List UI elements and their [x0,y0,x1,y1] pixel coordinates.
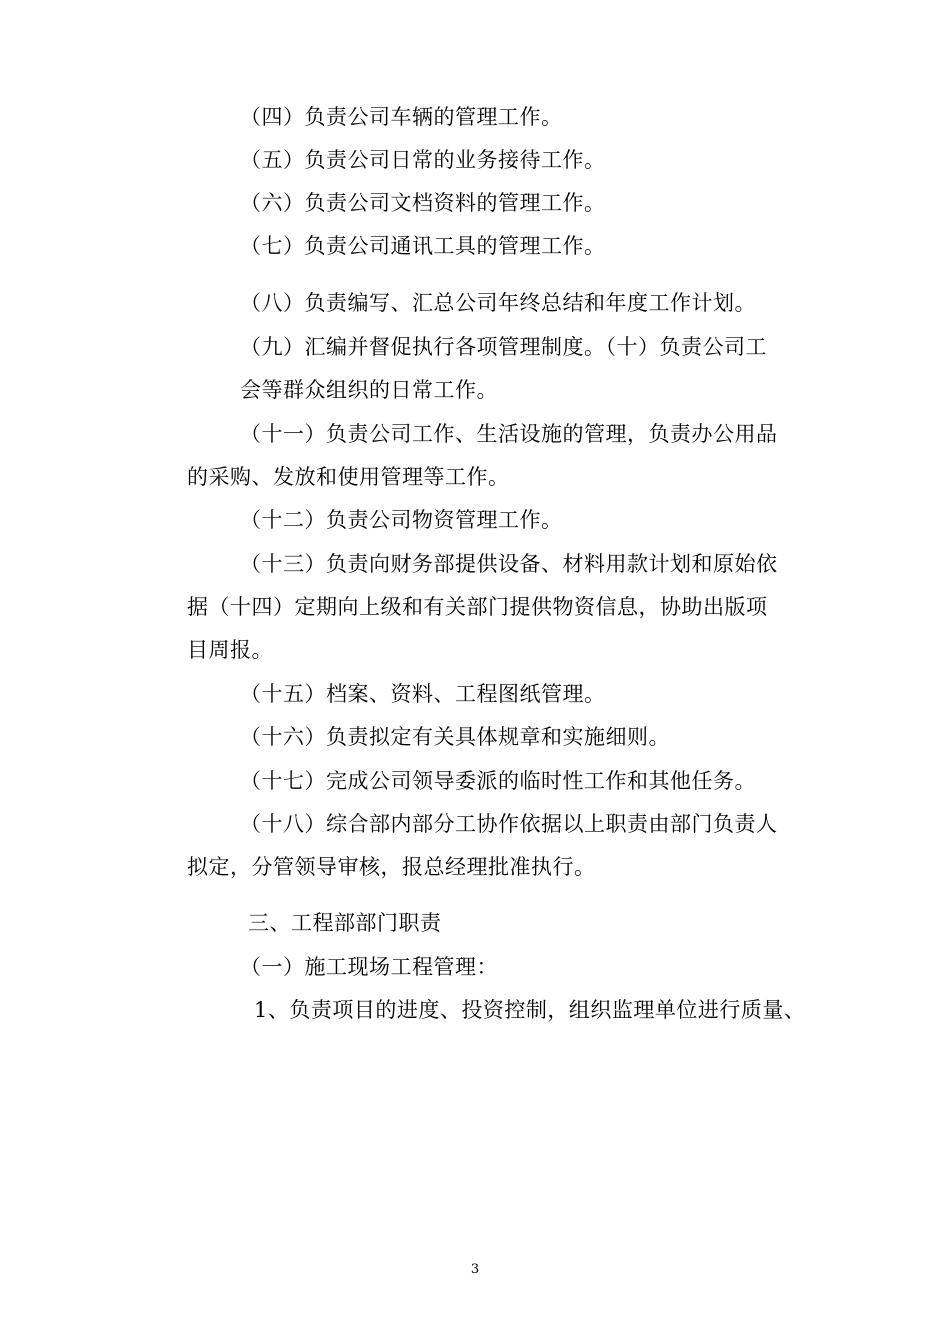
paragraph-line: （五）负责公司日常的业务接待工作。 [240,148,606,172]
paragraph-line: （八）负责编写、汇总公司年终总结和年度工作计划。 [240,291,756,315]
paragraph-line: 拟定，分管领导审核，报总经理批准执行。 [187,855,596,879]
paragraph-line: （十八）综合部内部分工协作依据以上职责由部门负责人 [240,812,778,836]
paragraph-line: （十一）负责公司工作、生活设施的管理，负责办公用品 [240,422,778,446]
paragraph-line: （六）负责公司文档资料的管理工作。 [240,191,606,215]
section-heading: 三、工程部部门职责 [248,911,442,935]
paragraph-line: 会等群众组织的日常工作。 [240,378,498,402]
paragraph-line: （一）施工现场工程管理： [240,955,498,979]
paragraph-line: （十七）完成公司领导委派的临时性工作和其他任务。 [240,769,756,793]
paragraph-line: （九）汇编并督促执行各项管理制度。（十）负责公司工 [240,335,767,359]
paragraph-line: 目周报。 [187,638,273,662]
page-number: 3 [470,1262,480,1277]
paragraph-line: （四）负责公司车辆的管理工作。 [240,105,563,129]
paragraph-line: （十六）负责拟定有关具体规章和实施细则。 [240,725,670,749]
paragraph-line: （十五）档案、资料、工程图纸管理。 [240,682,606,706]
paragraph-line: （十三）负责向财务部提供设备、材料用款计划和原始依 [240,552,778,576]
paragraph-line: 的采购、发放和使用管理等工作。 [187,465,510,489]
paragraph-line: 据（十四）定期向上级和有关部门提供物资信息，协助出版项 [187,595,768,619]
paragraph-line: （十二）负责公司物资管理工作。 [240,508,563,532]
paragraph-line: 1、负责项目的进度、投资控制，组织监理单位进行质量、 [254,998,806,1022]
paragraph-line: （七）负责公司通讯工具的管理工作。 [240,234,606,258]
